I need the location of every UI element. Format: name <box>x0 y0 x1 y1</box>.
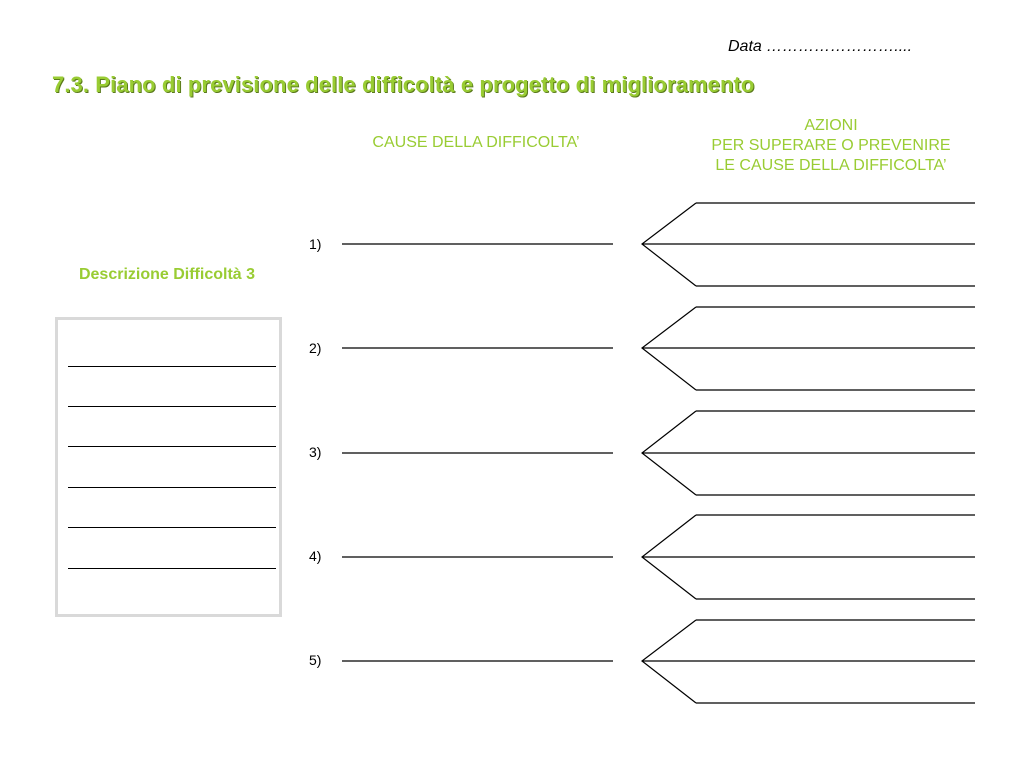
cause-row-1 <box>342 203 975 286</box>
cause-number-1: 1) <box>309 236 322 252</box>
cause-number-4: 4) <box>309 548 322 564</box>
cause-number-5: 5) <box>309 652 322 668</box>
actions-header-line-2: PER SUPERARE O PREVENIRE <box>711 137 951 154</box>
date-field[interactable]: Data …………………….... <box>728 38 913 55</box>
actions-header-line-1: AZIONI <box>804 117 858 134</box>
cause-row-2 <box>342 307 975 390</box>
cause-number-3: 3) <box>309 444 322 460</box>
cause-row-5 <box>342 620 975 703</box>
cause-row-3 <box>342 411 975 495</box>
cause-row-4 <box>342 515 975 599</box>
causes-column-header: CAUSE DELLA DIFFICOLTA’ <box>372 134 580 151</box>
page-title: 7.3. Piano di previsione delle difficoltà e progetto di miglioramento <box>52 72 755 97</box>
actions-header-line-3: LE CAUSE DELLA DIFFICOLTA’ <box>715 157 947 174</box>
description-label: Descrizione Difficoltà 3 <box>78 266 256 283</box>
cause-number-2: 2) <box>309 340 322 356</box>
